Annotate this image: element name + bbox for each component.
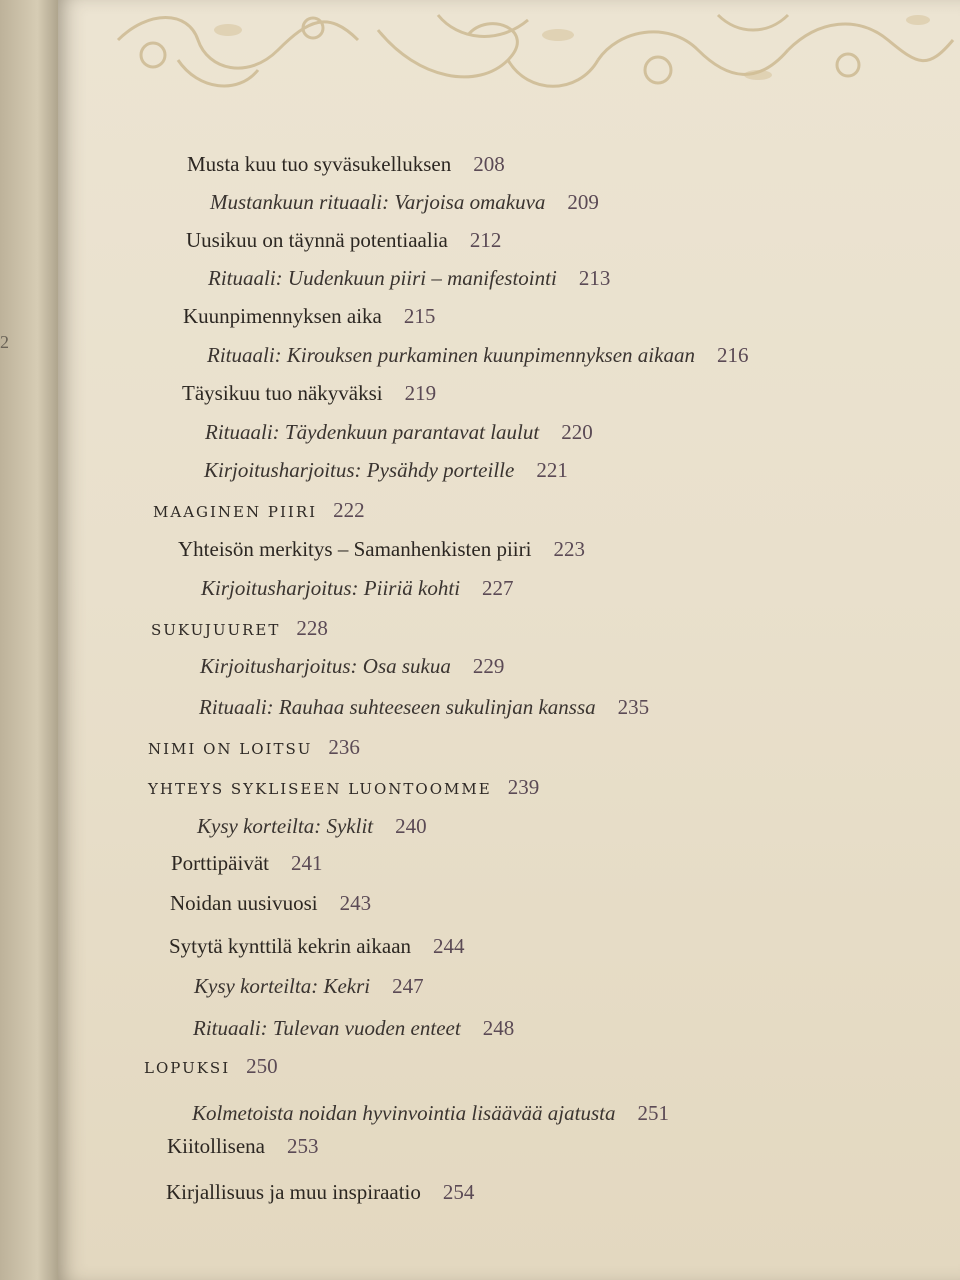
toc-entry-page: 215 [403,304,436,328]
toc-entry-page: 227 [482,576,514,600]
toc-entry[interactable] [199,695,649,720]
toc-entry-page: 251 [637,1101,669,1125]
toc-entry-page: 241 [291,851,323,875]
toc-entry-title: Kirjoitusharjoitus: Pysähdy porteille [204,458,515,482]
toc-chapter-title: LOPUKSI [144,1059,231,1077]
toc-entry-page: 235 [617,695,650,719]
toc-entry-title: Noidan uusivuosi [170,891,318,915]
toc-entry-page: 220 [561,420,593,444]
toc-entry-title: Rituaali: Täydenkuun parantavat laulut [205,420,540,444]
toc-entry-page: 240 [395,814,427,838]
toc-entry-title: Kiitollisena [167,1134,265,1158]
toc-entry-page: 254 [442,1180,475,1204]
page-edge-digit: 2 [0,332,9,352]
toc-entry[interactable] [210,190,599,215]
toc-entry-title: Kirjoitusharjoitus: Osa sukua [200,654,451,678]
toc-entry-title: Täysikuu tuo näkyväksi [182,381,383,405]
toc-entry-title: Porttipäivät [171,851,269,875]
toc-entry[interactable] [197,814,427,839]
toc-entry-title: Kysy korteilta: Syklit [197,814,374,838]
toc-entry-title: Musta kuu tuo syväsukelluksen [187,152,452,176]
toc-entry-title: Kirjallisuus ja muu inspiraatio [166,1180,421,1204]
toc-chapter[interactable] [148,775,539,800]
toc-entry[interactable] [166,1180,474,1205]
toc-entry-title: Sytytä kynttilä kekrin aikaan [169,934,412,958]
toc-chapter-page: 228 [296,616,328,640]
toc-chapter[interactable] [153,498,365,523]
toc-entry-title: Rituaali: Tulevan vuoden enteet [193,1016,461,1040]
toc-chapter-page: 236 [328,735,360,759]
toc-entry-title: Mustankuun rituaali: Varjoisa omakuva [210,190,546,214]
toc-chapter-page: 222 [333,498,365,522]
toc-entry[interactable] [200,654,504,679]
toc-chapter-title: SUKUJUURET [151,621,281,639]
toc-entry-title: Rituaali: Uudenkuun piiri – manifestointi [208,266,557,290]
toc-entry-page: 219 [404,381,437,405]
toc-entry-page: 212 [469,228,502,252]
toc-entry[interactable] [192,1101,669,1126]
toc-entry-page: 223 [553,537,585,561]
toc-entry[interactable] [187,152,505,177]
toc-entry-page: 229 [472,654,505,678]
toc-chapter-title: YHTEYS SYKLISEEN LUONTOOMME [148,780,492,798]
toc-entry[interactable] [201,576,514,601]
toc-chapter[interactable] [148,735,360,760]
toc-entry[interactable] [169,934,465,959]
toc-entry-page: 221 [536,458,568,482]
toc-entry[interactable] [193,1016,514,1041]
toc-entry[interactable] [194,974,424,999]
toc-chapter[interactable] [144,1054,278,1079]
toc-entry[interactable] [167,1134,319,1159]
toc-entry-page: 253 [287,1134,319,1158]
toc-entry[interactable] [205,420,593,445]
toc-entry[interactable] [170,891,371,916]
toc-entry[interactable] [207,343,748,368]
toc-entry[interactable] [182,381,436,406]
toc-entry[interactable] [178,537,585,562]
toc-entry-page: 209 [567,190,599,214]
toc-entry-title: Rituaali: Rauhaa suhteeseen sukulinjan kanssa [199,695,596,719]
toc-entry-title: Kolmetoista noidan hyvinvointia lisäävää ajatusta [192,1101,616,1125]
toc-chapter-page: 250 [246,1054,278,1078]
toc-entry-title: Kuunpimennyksen aika [183,304,382,328]
toc-entry-page: 213 [578,266,611,290]
toc-entry[interactable] [186,228,501,253]
floral-ornament-icon [58,0,960,110]
toc-entry[interactable] [171,851,323,876]
toc-entry[interactable] [183,304,435,329]
toc-entry-title: Uusikuu on täynnä potentiaalia [186,228,448,252]
toc-entry-title: Yhteisön merkitys – Samanhenkisten piiri [178,537,532,561]
toc-entry-page: 248 [482,1016,515,1040]
toc-entry-page: 208 [473,152,505,176]
toc-entry-page: 244 [433,934,465,958]
toc-chapter-page: 239 [507,775,540,799]
toc-chapter[interactable] [151,616,328,641]
toc-chapter-title: NIMI ON LOITSU [148,740,313,758]
toc-entry[interactable] [204,458,568,483]
toc-entry-page: 247 [392,974,424,998]
toc-entry-page: 243 [339,891,372,915]
toc-entry[interactable] [208,266,610,291]
toc-entry-page: 216 [716,343,749,367]
toc-entry-title: Kirjoitusharjoitus: Piiriä kohti [201,576,461,600]
previous-page-edge [0,0,62,1280]
toc-chapter-title: MAAGINEN PIIRI [153,503,318,521]
toc-entry-title: Rituaali: Kirouksen purkaminen kuunpimennyksen aikaan [207,343,695,367]
toc-entry-title: Kysy korteilta: Kekri [194,974,371,998]
